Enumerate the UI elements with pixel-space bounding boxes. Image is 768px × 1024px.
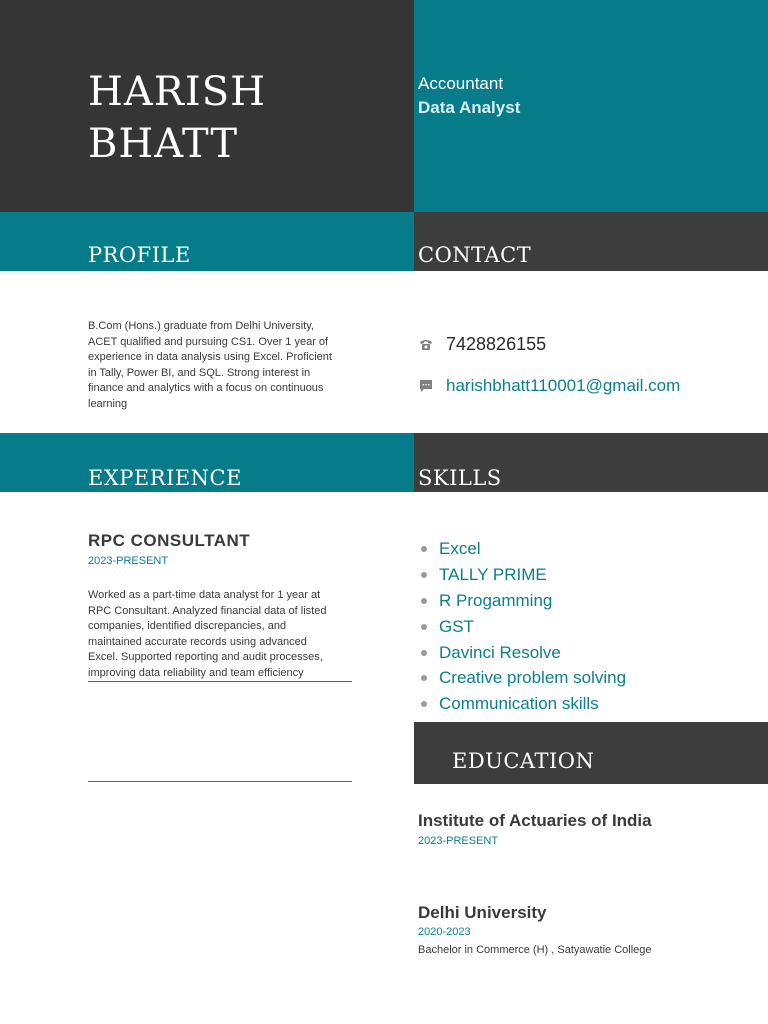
bullet-icon <box>421 650 427 656</box>
job-description <box>88 588 352 682</box>
job-description-line: Excel. Supported reporting and audit processes, <box>88 651 323 664</box>
profile-line: B.Com (Hons.) graduate from Delhi University, <box>88 320 314 332</box>
education-dates: 2020-2023 <box>418 926 471 938</box>
bullet-icon <box>421 701 427 707</box>
phone-number[interactable]: 7428826155 <box>446 334 547 354</box>
job-description-line: Worked as a part-time data analyst for 1 year at <box>88 589 321 601</box>
bullet-icon <box>421 675 427 681</box>
skill-item <box>418 665 626 691</box>
skill-item <box>418 588 626 614</box>
bullet-icon <box>421 624 427 630</box>
job-title-primary: Accountant <box>418 74 504 93</box>
profile-line: finance and analytics with a focus on continuous <box>88 382 324 395</box>
profile-summary <box>88 319 348 413</box>
skill-item <box>418 640 626 666</box>
phone-icon <box>418 337 434 353</box>
experience-heading: EXPERIENCE <box>88 466 242 490</box>
education-institution: Delhi University <box>418 903 547 922</box>
skill-label: Excel <box>439 538 481 558</box>
bullet-icon <box>421 572 427 578</box>
education-dates: 2023-PRESENT <box>418 835 499 847</box>
education-institution: Institute of Actuaries of India <box>418 811 652 830</box>
skill-label: TALLY PRIME <box>439 564 547 584</box>
skill-item <box>418 536 626 562</box>
first-name: HARISH <box>88 69 266 115</box>
job-title-secondary: Data Analyst <box>418 98 521 117</box>
profile-heading-bar <box>0 212 414 271</box>
skills-list <box>418 536 626 717</box>
divider <box>88 781 352 782</box>
job-description-line: maintained accurate records using advanced <box>88 635 307 648</box>
job-description-line: companies, identified discrepancies, and <box>88 620 287 633</box>
job-company: RPC CONSULTANT <box>88 531 251 550</box>
skill-label: Creative problem solving <box>439 668 627 688</box>
email-link[interactable]: harishbhatt110001@gmail.com <box>446 376 681 395</box>
skill-label: Davinci Resolve <box>439 642 561 662</box>
education-degree: Bachelor in Commerce (H) , Satyawatie College <box>418 944 652 956</box>
chat-icon <box>418 378 434 394</box>
skill-label: Communication skills <box>439 694 599 714</box>
divider <box>88 681 352 682</box>
profile-line: experience in data analysis using Excel. Proficient <box>88 351 332 364</box>
skill-label: R Progamming <box>439 590 553 610</box>
contact-email-row <box>418 376 680 396</box>
profile-line: ACET qualified and pursuing CS1. Over 1 year of <box>88 335 329 348</box>
profile-line: learning <box>88 397 128 410</box>
skills-heading: SKILLS <box>418 466 502 490</box>
contact-phone-row <box>418 334 546 355</box>
bullet-icon <box>421 546 427 552</box>
job-dates: 2023-PRESENT <box>88 555 169 567</box>
bullet-icon <box>421 598 427 604</box>
profile-line: in Tally, Power BI, and SQL. Strong interest in <box>88 366 311 379</box>
last-name: BHATT <box>88 121 239 167</box>
profile-heading: PROFILE <box>88 243 191 267</box>
skill-item <box>418 691 626 717</box>
skill-item <box>418 614 626 640</box>
full-name <box>88 66 266 170</box>
skill-label: GST <box>439 616 474 636</box>
job-description-line: improving data reliability and team efficiency <box>88 666 304 679</box>
skill-item <box>418 562 626 588</box>
job-description-line: RPC Consultant. Analyzed financial data of listed <box>88 604 327 617</box>
contact-heading: CONTACT <box>418 243 532 267</box>
education-heading: EDUCATION <box>452 749 595 773</box>
